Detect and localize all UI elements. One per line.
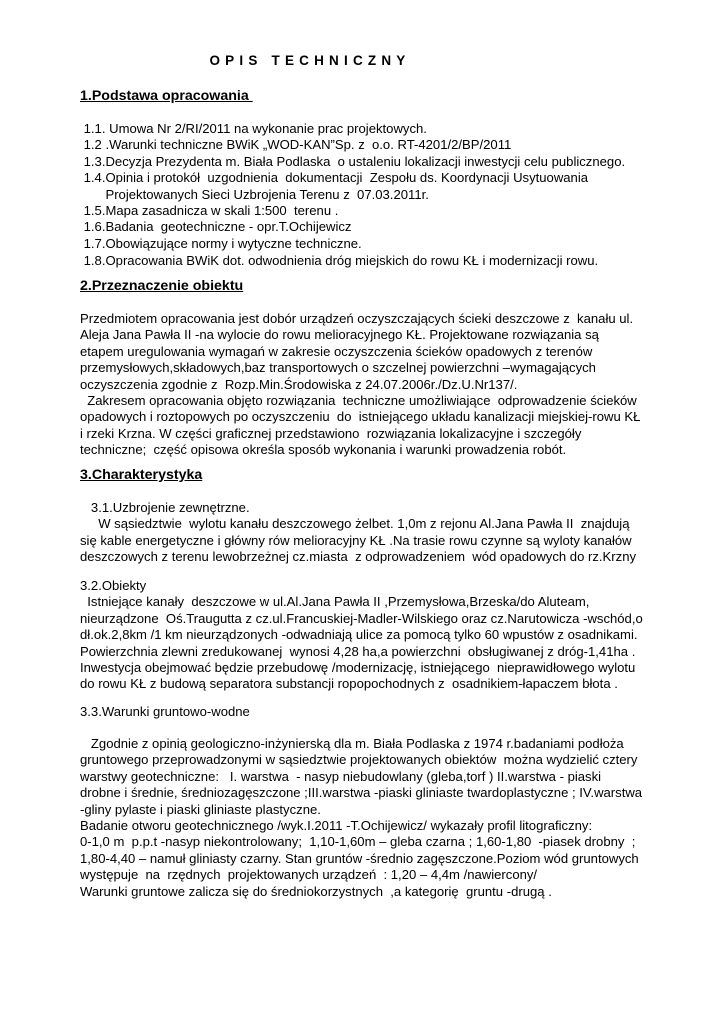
list-item: 1.1. Umowa Nr 2/RI/2011 na wykonanie prac projektowych. bbox=[80, 121, 427, 136]
text-line: Zakresem opracowania objęto rozwiązania techniczne umożliwiające odprowadzenie ścieków bbox=[80, 392, 637, 408]
text-line: 0-1,0 m p.p.t -nasyp niekontrolowany; 1,10-1,60m – gleba czarna ; 1,60-1,80 -piasek drobny ; bbox=[80, 834, 636, 850]
text-line: nieurządzone Oś.Traugutta z cz.ul.Francuskiej-Madler-Wilskiego oraz cz.Narutowicza -wschód,o bbox=[80, 610, 643, 626]
text-line: opadowych i roztopowych po oczyszczeniu do istniejącego układu kanalizacji miejskiej-rowu KŁ bbox=[80, 409, 641, 425]
section-1-heading: 1.Podstawa opracowania bbox=[80, 88, 253, 104]
section-3-heading: 3.Charakterystyka bbox=[80, 467, 203, 483]
text-line: dł.ok.2,8km /1 km nieurządzonych -odwadniają ulice za pomocą tylko 60 wpustów z osadnikami. bbox=[80, 627, 638, 643]
section-1-list bbox=[80, 121, 680, 270]
text-line: Aleja Jana Pawła II -na wylocie do rowu melioracyjnego KŁ. Projektowane rozwiązania są bbox=[80, 327, 599, 343]
text-line: przemysłowych,składowych,baz transportowych o szczelnej powierzchni –wymagających bbox=[80, 360, 596, 376]
subsection-title: 3.1.Uzbrojenie zewnętrzne. bbox=[80, 500, 250, 515]
text-line: gruntowego przeprowadzonymi w sąsiedztwie projektowanych obiektów można wydzielić cztery bbox=[80, 752, 638, 768]
list-item: Projektowanych Sieci Uzbrojenia Terenu z 07.03.2011r. bbox=[80, 186, 429, 202]
list-item: 1.4.Opinia i protokół uzgodnienia dokumentacji Zespołu ds. Koordynacji Usytuowania bbox=[80, 170, 589, 186]
subsection-3-2 bbox=[80, 578, 680, 693]
subsection-title: 3.3.Warunki gruntowo-wodne bbox=[80, 704, 250, 719]
document-title: OPIS TECHNICZNY bbox=[209, 53, 411, 68]
section-2-heading: 2.Przeznaczenie obiektu bbox=[80, 278, 244, 294]
text-line: Inwestycja obejmować będzie przebudowę /modernizację, istniejącego nieprawidłowego wylotu bbox=[80, 659, 636, 675]
text-line: Badanie otworu geotechnicznego /wyk.I.2011 -T.Ochijewicz/ wykazały profil litograficzny: bbox=[80, 817, 593, 833]
text-line: Istniejące kanały deszczowe w ul.Al.Jana Pawła II ,Przemysłowa,Brzeska/do Aluteam, bbox=[80, 594, 590, 610]
text-line: się kable energetyczne i główny rów melioracyjny KŁ .Na trasie rowu czynne są wyloty kanałów bbox=[80, 532, 632, 548]
text-line: -gliny pylaste i piaski gliniaste plastyczne. bbox=[80, 801, 321, 817]
text-line: techniczne; część opisowa określa sposób wykonania i warunki prowadzenia robót. bbox=[80, 442, 567, 458]
text-line: Powierzchnia zlewni zredukowanej wynosi 4,28 ha,a powierzchni obsługiwanej z dróg-1,41ha . bbox=[80, 643, 636, 659]
list-item: 1.3.Decyzja Prezydenta m. Biała Podlaska o ustaleniu lokalizacji inwestycji celu publicznego. bbox=[80, 153, 626, 169]
text-line: deszczowych z terenu lewobrzeżnej cz.miasta z odprowadzeniem wód opadowych do rz.Krzny bbox=[80, 549, 637, 565]
text-line: drobne i średnie, średniozagęszczone ;III.warstwa -piaski gliniaste twardoplastyczne ; IV.warstwa bbox=[80, 785, 643, 801]
list-item: 1.6.Badania geotechniczne - opr.T.Ochijewicz bbox=[80, 219, 352, 235]
text-line: etapem uregulowania wymagań w zakresie oczyszczenia ścieków opadowych z terenów bbox=[80, 343, 593, 359]
list-item: 1.8.Opracowania BWiK dot. odwodnienia dróg miejskich do rowu KŁ i modernizacji rowu. bbox=[80, 253, 599, 269]
text-line: warstwy geotechniczne: I. warstwa - nasyp niebudowlany (gleba,torf ) II.warstwa - piaski bbox=[80, 768, 602, 784]
subsection-3-1 bbox=[80, 500, 680, 566]
text-line: Warunki gruntowe zalicza się do średniokorzystnych ,a kategorię gruntu -drugą . bbox=[80, 883, 552, 899]
text-line: Zgodnie z opinią geologiczno-inżynierską dla m. Biała Podlaska z 1974 r.badaniami podłoża bbox=[80, 736, 624, 751]
list-item: 1.2 .Warunki techniczne BWiK „WOD-KAN”Sp. z o.o. RT-4201/2/BP/2011 bbox=[80, 137, 512, 153]
text-line: oczyszczenia zgodnie z Rozp.Min.Środowiska z 24.07.2006r./Dz.U.Nr137/. bbox=[80, 376, 518, 392]
section-2-paragraph bbox=[80, 311, 680, 459]
text-line: Przedmiotem opracowania jest dobór urządzeń oczyszczających ścieki deszczowe z kanału ul. bbox=[80, 311, 634, 326]
text-line: występuje na rzędnych projektowanych urządzeń : 1,20 – 4,4m /nawiercony/ bbox=[80, 867, 538, 883]
list-item: 1.5.Mapa zasadnicza w skali 1:500 terenu . bbox=[80, 202, 339, 218]
list-item: 1.7.Obowiązujące normy i wytyczne techniczne. bbox=[80, 235, 362, 251]
text-line: i rzeki Krzna. W części graficznej przedstawiono rozwiązania lokalizacyjne i szczegóły bbox=[80, 425, 582, 441]
text-line: W sąsiedztwie wylotu kanału deszczowego żelbet. 1,0m z rejonu Al.Jana Pawła II znajdują bbox=[80, 516, 630, 532]
text-line: do rowu KŁ z budową separatora substancji ropopochodnych z osadnikiem-łapaczem błota . bbox=[80, 676, 618, 692]
subsection-3-3 bbox=[80, 736, 680, 900]
subsection-3-3-title-block bbox=[80, 704, 680, 720]
text-line: 1,80-4,40 – namuł gliniasty czarny. Stan gruntów -średnio zagęszczone.Poziom wód gruntowych bbox=[80, 850, 639, 866]
subsection-title: 3.2.Obiekty bbox=[80, 578, 147, 593]
